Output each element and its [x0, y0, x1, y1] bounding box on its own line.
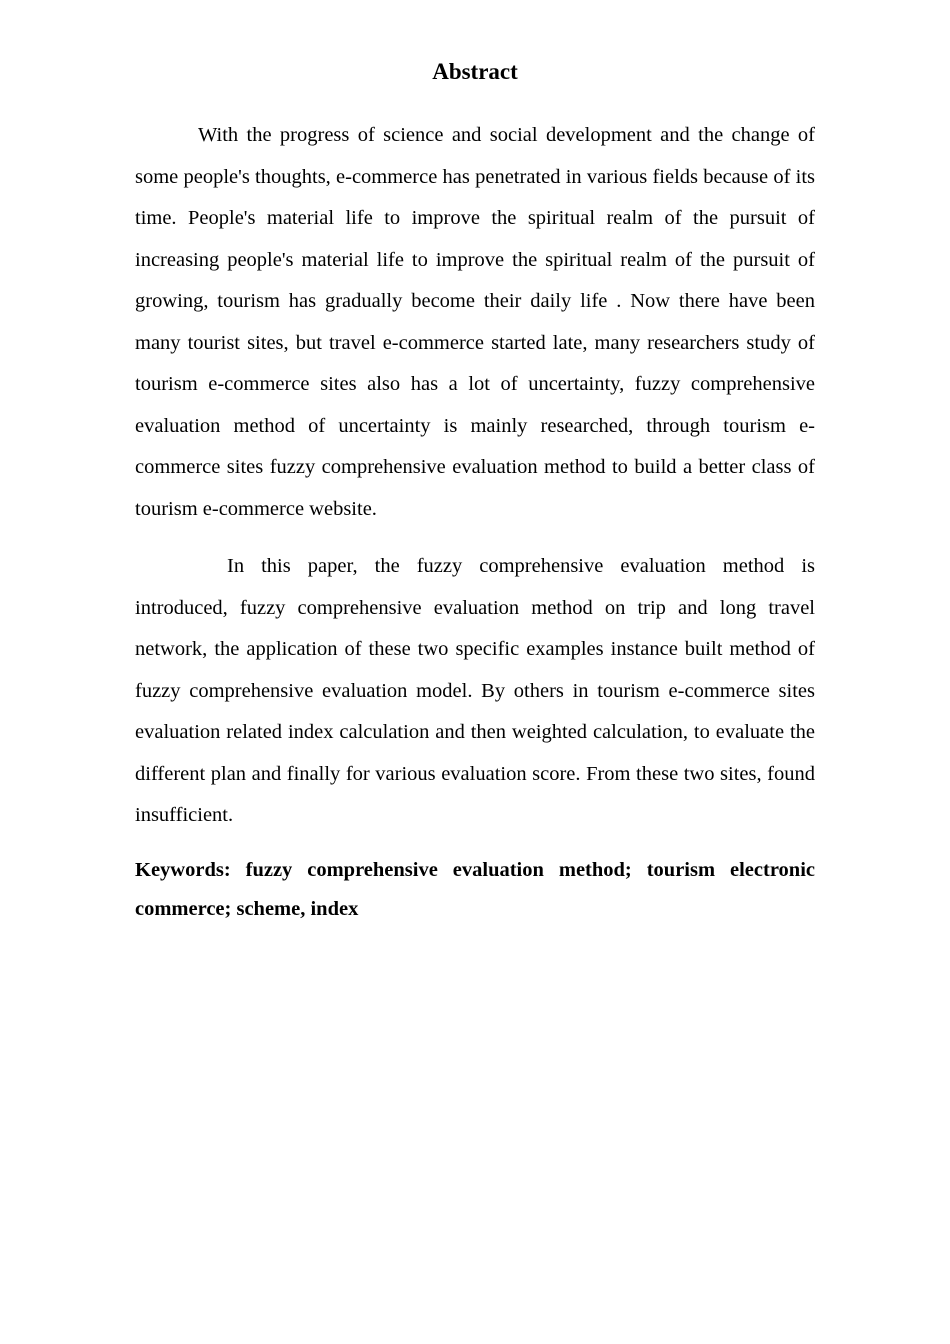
page-title: Abstract: [432, 59, 518, 84]
abstract-paragraph-1: With the progress of science and social development and the change of some people's thoughts, e-commerce has penetrated in various fields because of its time. People's material life to improve the spiritual realm of the pursuit of increasing people's material life to improve the spiritual realm of the pursuit of growing, tourism has gradually become their daily life . Now there have been many tourist sites, but travel e-commerce started late, many researchers study of tourism e-commerce sites also has a lot of uncertainty, fuzzy comprehensive evaluation method of uncertainty is mainly researched, through tourism e-commerce sites fuzzy comprehensive evaluation method to build a better class of tourism e-commerce website.: [135, 124, 815, 520]
abstract-paragraph-2: In this paper, the fuzzy comprehensive evaluation method is introduced, fuzzy comprehensive evaluation method on trip and long travel network, the application of these two specific examples instance built method of fuzzy comprehensive evaluation model. By others in tourism e-commerce sites evaluation related index calculation and then weighted calculation, to evaluate the different plan and finally for various evaluation score. From these two sites, found insufficient.: [135, 555, 815, 826]
keywords-line: Keywords: fuzzy comprehensive evaluation method; tourism electronic commerce; scheme, index: [135, 859, 815, 920]
